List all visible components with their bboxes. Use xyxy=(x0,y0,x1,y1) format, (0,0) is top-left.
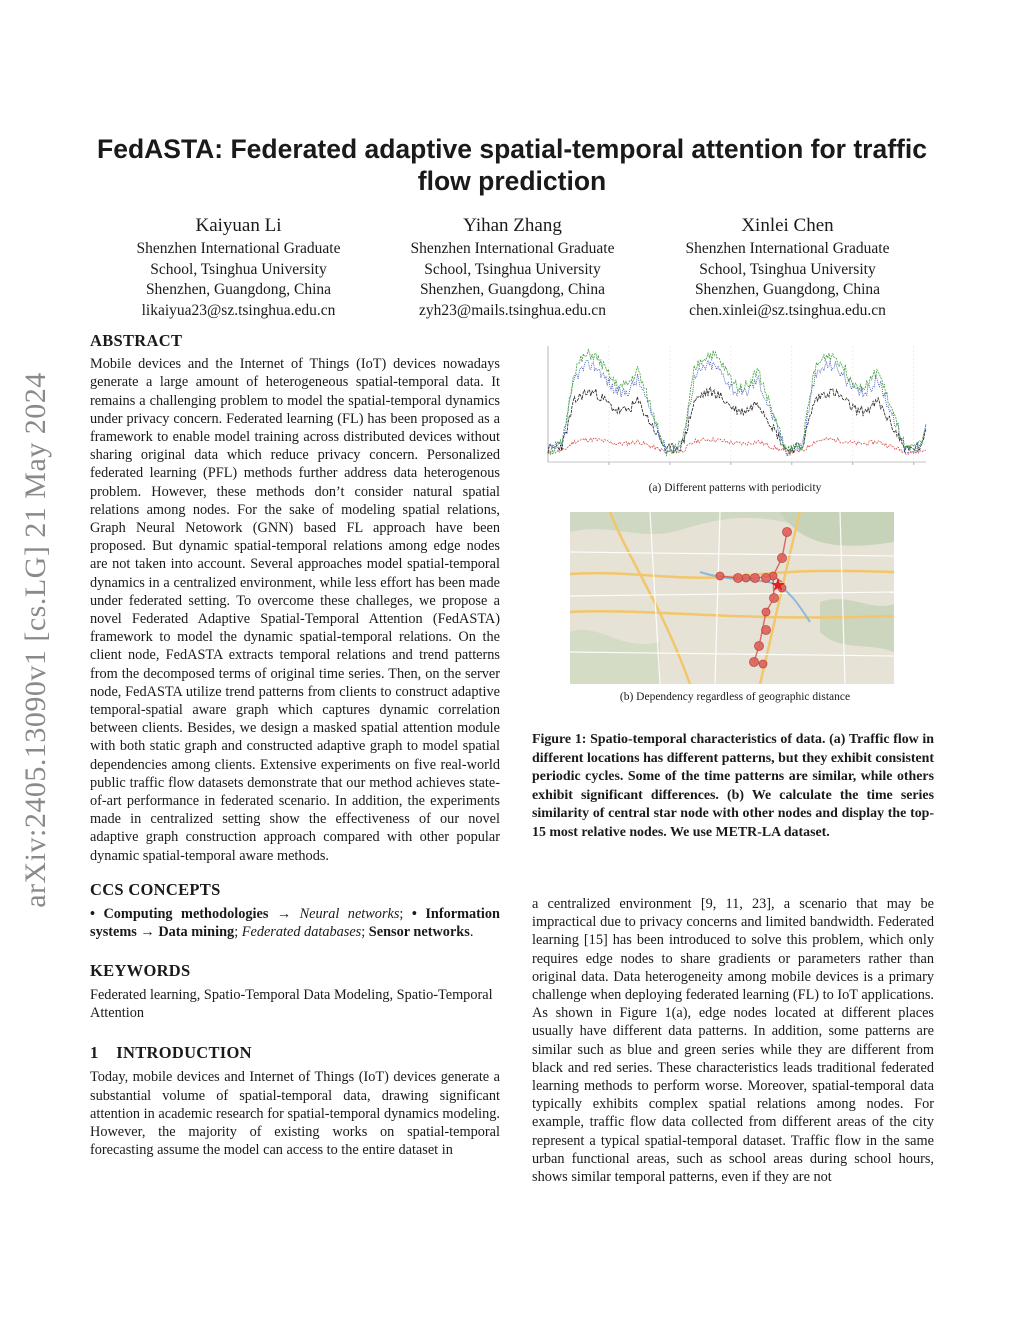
figure-1-caption: Figure 1: Spatio-temporal characteristics of data. (a) Traffic flow in different locations has different patterns, but they exhibit consistent periodic cycles. Some of the time patterns are similar, while others exhibit significant differences. (b) We calculate the time series similarity of central star node with other nodes and display the top-15 most relative nodes. We use METR-LA dataset. xyxy=(532,732,934,840)
map-node xyxy=(759,660,767,668)
author-affiliation: Shenzhen International Graduate xyxy=(136,240,341,257)
author-location: Shenzhen, Guangdong, China xyxy=(145,281,332,298)
intro-heading: 1 INTRODUCTION xyxy=(90,1043,252,1063)
abstract-text: Mobile devices and the Internet of Things (IoT) devices nowadays generate a large amount of heterogeneous spatial-temporal data. It remains a challenging problem to model the spatial-temporal dynamics under privacy concern. Federated learning (FL) has been proposed as a framework to enable model training across distributed devices without sharing original data which reduce privacy concern. Personalized federated learning (PFL) methods further address data heterogenous problem. However, these methods don’t consider natural spatial relations among nodes. For the sake of modeling spatial relations, Graph Neural Netowork (GNN) based FL approach have been proposed. But dynamic spatial-temporal relations among edge nodes are not taken into account. Several approaches model spatial-temporal dynamics in a centralized environment, while less effort has been made under federated setting. To overcome these challeges, we propose a novel Federated Adaptive Spatial-Temporal Attention (FedASTA) framework to model the dynamic spatial-temporal relations. On the client node, FedASTA extracts temporal relations and trend patterns from the decomposed terms of original time series. Then, on the server node, FedASTA utilize trend patterns from clients to construct adaptive temporal-spatial aware graph which captures dynamic correlation between clients. Besides, we design a masked spatial attention module with both static graph and constructed adaptive graph to model spatial dependencies among clients. Extensive experiments on five real-world public traffic flow datasets demonstrate that our method achieves state-of-art performance in federated scenario. In addition, the experiments made in centralized setting show the effectiveness of our novel adaptive graph construction approach compared with other popular dynamic spatial-temporal aware methods. xyxy=(90,356,500,864)
paper-title: FedASTA: Federated adaptive spatial-temporal attention for traffic flow prediction xyxy=(97,134,927,196)
map-node xyxy=(762,574,771,583)
author-email: chen.xinlei@sz.tsinghua.edu.cn xyxy=(689,301,886,319)
map-node xyxy=(778,554,787,563)
figure-1b-caption: (b) Dependency regardless of geographic distance xyxy=(619,691,851,703)
figure-1b xyxy=(570,512,894,684)
author-block-2 xyxy=(375,213,650,321)
figure-1a-caption: (a) Different patterns with periodicity xyxy=(648,482,822,494)
author-affiliation: School, Tsinghua University xyxy=(424,260,601,278)
map-node xyxy=(783,528,792,537)
left-column xyxy=(90,332,500,1159)
ccs-text: • Computing methodologies → Neural networks; • Information systems → Data mining; Federated databases; Sensor networks. xyxy=(90,906,500,941)
author-name: Yihan Zhang xyxy=(463,215,562,236)
map-node xyxy=(762,626,771,635)
figure-1a xyxy=(538,338,932,470)
map-node xyxy=(755,642,764,651)
abstract-heading: ABSTRACT xyxy=(90,331,183,350)
traffic-line-chart xyxy=(538,338,932,470)
map-node xyxy=(716,572,724,580)
keywords-heading: KEYWORDS xyxy=(90,960,191,980)
author-affiliation: Shenzhen International Graduate xyxy=(410,240,615,257)
map-node xyxy=(751,574,760,583)
author-affiliation: Shenzhen International Graduate xyxy=(685,240,890,257)
author-name: Xinlei Chen xyxy=(741,215,834,236)
intro-text-right: a centralized environment [9, 11, 23], a scenario that may be impractical due to privacy concerns and limited bandwidth. Federated learning [15] has been introduced to solve this problem, which only requires edge nodes to share gradients or parameters rather than original data. Data heterogeneity among mobile devices is a primary challenge when deploying federated learning (FL) to IoT applications. As shown in Figure 1(a), edge nodes located at different places usually have different data patterns. In addition, some patterns are similar such as blue and green series while they are different from black and red series. These characteristics leads traditional federated learning methods to perform worse. Moreover, spatial-temporal data typically exhibits complex spatial relations among nodes. For example, traffic flow data collected from different areas of the city represent a typical spatial-temporal dataset. Traffic flow in the same urban functional areas, such as school areas during school hours, shows similar temporal patterns, even if they are not xyxy=(532,896,934,1186)
author-email: likaiyua23@sz.tsinghua.edu.cn xyxy=(141,301,336,319)
author-affiliation: School, Tsinghua University xyxy=(150,260,327,278)
keywords-text: Federated learning, Spatio-Temporal Data Modeling, Spatio-Temporal Attention xyxy=(90,986,493,1021)
author-name: Kaiyuan Li xyxy=(195,215,282,236)
ccs-heading: CCS CONCEPTS xyxy=(90,879,221,899)
author-location: Shenzhen, Guangdong, China xyxy=(694,281,881,298)
arxiv-id: arXiv:2405.13090v1 [cs.LG] 21 May 2024 xyxy=(19,372,52,908)
map-node xyxy=(750,658,759,667)
author-email: zyh23@mails.tsinghua.edu.cn xyxy=(419,301,606,319)
map-node xyxy=(770,594,779,603)
author-location: Shenzhen, Guangdong, China xyxy=(419,281,606,298)
intro-text-left: Today, mobile devices and Internet of Things (IoT) devices generate a substantial volume of spatial-temporal data, drawing significant attention in academic research for spatial-temporal dynamics modeling. However, the majority of existing works on spatial-temporal forecasting assume the model can access to the entire dataset in xyxy=(90,1069,500,1159)
right-column xyxy=(532,895,934,1186)
author-block-1 xyxy=(101,213,376,321)
map-node xyxy=(734,574,743,583)
map-node xyxy=(762,608,770,616)
author-affiliation: School, Tsinghua University xyxy=(699,260,876,278)
author-block-3 xyxy=(650,213,925,321)
map-node xyxy=(742,574,750,582)
la-traffic-map xyxy=(570,512,894,684)
arxiv-stamp xyxy=(6,340,66,940)
